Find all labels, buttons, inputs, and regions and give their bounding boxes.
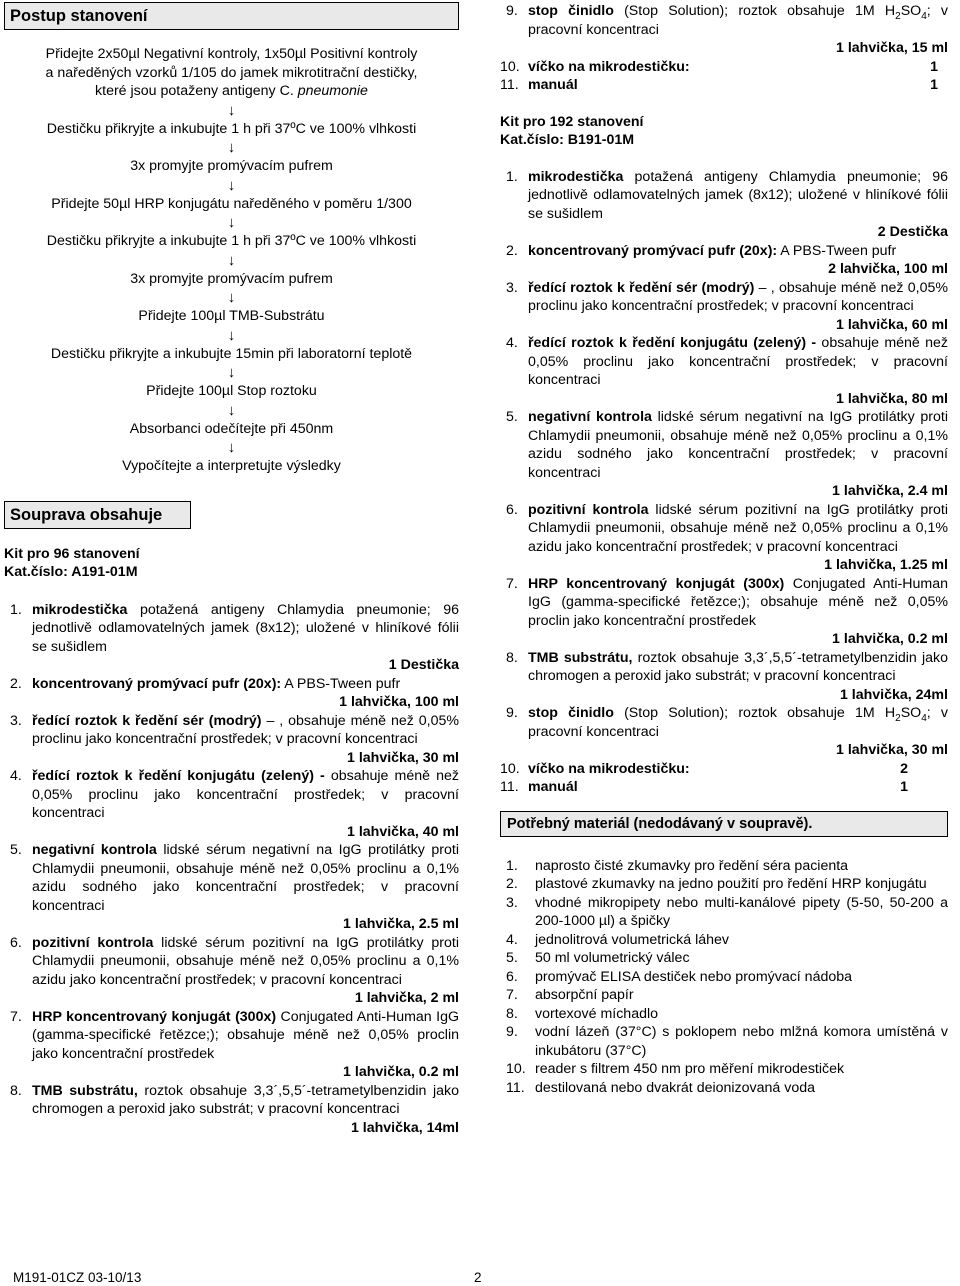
list-item: 1. mikrodestička potažená antigeny Chlamydia pneumonie; 96 jednotlivě odlamovatelných jamek (8x12); uložené v hliníkové fólii se sušidlem bbox=[10, 601, 459, 655]
list-item: 3. vhodné mikropipety nebo multi-kanálové pipety (5-50, 50-200 a 200-1000 µl) a špičky bbox=[506, 894, 948, 929]
procedure-step: Přidejte 100µl TMB-Substrátu bbox=[138, 308, 325, 324]
document-code: M191-01CZ 03-10/13 bbox=[13, 1270, 142, 1285]
list-item: 6. pozitivní kontrola lidské sérum pozitivní na IgG protilátky proti Chlamydii pneumonii, obsahuje méně než 0,05% proclinu a 0,1% azidu jako koncentrační prostředek; v pracovní koncentraci bbox=[10, 934, 459, 988]
list-item: 2. koncentrovaný promývací pufr (20x): A PBS-Tween pufr bbox=[506, 242, 897, 259]
kit-item-list bbox=[4, 601, 459, 1138]
list-item: 2. koncentrovaný promývací pufr (20x): A PBS-Tween pufr bbox=[10, 675, 401, 692]
list-item: 3. ředící roztok k ředění sér (modrý) – , obsahuje méně než 0,05% proclinu jako koncentrační prostředek; v pracovní koncentraci bbox=[506, 279, 948, 314]
list-item: 9. stop činidlo (Stop Solution); roztok obsahuje 1M $H_2SO_4$; v pracovní koncentraci bbox=[506, 3, 948, 38]
list-item: 9. vodní lázeň (37°C) s poklopem nebo mlžná komora umístěná v inkubátoru (37°C) bbox=[506, 1024, 948, 1059]
item-quantity: 1 lahvička, 100 ml bbox=[339, 694, 459, 710]
down-arrow-icon: ↓ bbox=[227, 176, 236, 194]
section-heading-procedure: Postup stanovení bbox=[4, 2, 459, 30]
intro-line: které jsou potaženy antigeny C. pneumonie bbox=[95, 83, 368, 99]
list-item: 1. mikrodestička potažená antigeny Chlamydia pneumonie; 96 jednotlivě odlamovatelných jamek (8x12); uložené v hliníkové fólii se sušidlem bbox=[506, 168, 948, 222]
list-item: 10. víčko na mikrodestičku: 2 bbox=[500, 760, 908, 777]
list-item: 11. manuál 1 bbox=[500, 77, 938, 93]
item-quantity: 1 lahvička, 40 ml bbox=[347, 823, 459, 840]
kit-catalog-number: Kat.číslo: B191-01M bbox=[500, 132, 635, 148]
procedure-step: Přidejte 100µl Stop roztoku bbox=[146, 383, 317, 399]
procedure-step: Destičku přikryjte a inkubujte 1 h při 37ºC ve 100% vlhkosti bbox=[46, 233, 417, 249]
down-arrow-icon: ↓ bbox=[227, 439, 236, 456]
list-item: 7. HRP koncentrovaný konjugát (300x) Conjugated Anti-Human IgG (gamma-specifické řetězce;); obsahuje méně než 0,05% proclin jako koncentrační prostředek bbox=[10, 1008, 459, 1062]
item-quantity: 1 lahvička, 2.5 ml bbox=[343, 916, 459, 932]
materials-list bbox=[500, 857, 948, 1098]
list-item: 10. víčko na mikrodestičku: 1 bbox=[500, 58, 938, 75]
intro-line: a naředěných vzorků 1/105 do jamek mikrotitrační destičky, bbox=[45, 64, 418, 81]
right-column bbox=[500, 0, 948, 1097]
item-quantity: 1 lahvička, 0.2 ml bbox=[343, 1064, 459, 1080]
list-item: 3. ředící roztok k ředění sér (modrý) – , obsahuje méně než 0,05% proclinu jako koncentrační prostředek; v pracovní koncentraci bbox=[10, 712, 459, 747]
list-item: 11. destilovaná nebo dvakrát deionizovaná voda bbox=[506, 1079, 816, 1096]
list-item: 4. ředící roztok k ředění konjugátu (zelený) - obsahuje méně než 0,05% proclinu jako koncentrační prostředek; v pracovní koncentraci bbox=[506, 335, 949, 388]
list-item: 5. negativní kontrola lidské sérum negativní na IgG protilátky proti Chlamydii pneumonii, obsahuje méně než 0,05% proclinu a 0,1% azidu sodného jako koncentrační prostředek; v pracovní koncentraci bbox=[506, 409, 949, 481]
item-quantity: 1 lahvička, 2 ml bbox=[354, 990, 459, 1006]
item-quantity: 1 lahvička, 2.4 ml bbox=[832, 483, 948, 499]
list-item: 4. ředící roztok k ředění konjugátu (zelený) - obsahuje méně než 0,05% proclinu jako koncentrační prostředek; v pracovní koncentraci bbox=[10, 768, 459, 821]
list-item: 6. pozitivní kontrola lidské sérum pozitivní na IgG protilátky proti Chlamydii pneumonii, obsahuje méně než 0,05% proclinu a 0,1% azidu jako koncentrační prostředek; v pracovní koncentraci bbox=[506, 501, 948, 555]
kit-title: Kit pro 192 stanovení bbox=[500, 113, 644, 130]
list-item: 5. negativní kontrola lidské sérum negativní na IgG protilátky proti Chlamydii pneumonii, obsahuje méně než 0,05% proclinu a 0,1% azidu sodného jako koncentrační prostředek; v pracovní koncentraci bbox=[10, 842, 460, 914]
list-item: 8. TMB substrátu, roztok obsahuje 3,3´,5,5´-tetrametylbenzidin jako chromogen a peroxid jako substrát; v pracovní koncentraci bbox=[10, 1082, 459, 1117]
list-item: 1. naprosto čisté zkumavky pro ředění séra pacienta bbox=[506, 857, 849, 874]
species-name: pneumonie bbox=[297, 83, 368, 99]
item-quantity: 1 lahvička, 24ml bbox=[839, 686, 948, 703]
down-arrow-icon: ↓ bbox=[227, 214, 236, 231]
section-heading-required-materials: Potřebný materiál (nedodávaný v soupravě). bbox=[500, 811, 948, 837]
list-item: 7. absorpční papír bbox=[506, 987, 634, 1003]
list-item: 8. TMB substrátu, roztok obsahuje 3,3´,5,5´-tetrametylbenzidin jako chromogen a peroxid jako substrát; v pracovní koncentraci bbox=[506, 649, 948, 684]
list-item: 10. reader s filtrem 450 nm pro měření mikrodestiček bbox=[506, 1061, 845, 1077]
down-arrow-icon: ↓ bbox=[227, 364, 236, 381]
list-item: 8. vortexové míchadlo bbox=[506, 1005, 659, 1022]
item-quantity: 1 lahvička, 30 ml bbox=[836, 742, 948, 758]
down-arrow-icon: ↓ bbox=[227, 326, 236, 344]
item-quantity: 2 Destička bbox=[877, 224, 948, 240]
procedure-intro bbox=[8, 45, 455, 101]
item-quantity: 1 lahvička, 80 ml bbox=[836, 390, 948, 407]
procedure-step: 3x promyjte promývacím pufrem bbox=[130, 158, 333, 174]
down-arrow-icon: ↓ bbox=[227, 401, 236, 419]
list-item: 2. plastové zkumavky na jedno použití pro ředění HRP konjugátu bbox=[506, 876, 927, 892]
procedure-step: Absorbanci odečítejte při 450nm bbox=[129, 420, 334, 437]
list-item: 7. HRP koncentrovaný konjugát (300x) Conjugated Anti-Human IgG (gamma-specifické řetězce;); obsahuje méně než 0,05% proclin jako koncentrační prostředek bbox=[506, 575, 948, 629]
kit-catalog-number: Kat.číslo: A191-01M bbox=[4, 564, 138, 580]
list-item: 4. jednolitrová volumetrická láhev bbox=[506, 931, 729, 948]
procedure-step: Vypočítejte a interpretujte výsledky bbox=[122, 458, 341, 474]
list-item: 11. manuál 1 bbox=[500, 779, 908, 795]
list-item: 9. stop činidlo (Stop Solution); roztok obsahuje 1M $H_2SO_4$; v pracovní koncentraci bbox=[506, 705, 948, 740]
item-quantity: 1 lahvička, 30 ml bbox=[347, 749, 459, 766]
kit-item-list bbox=[500, 168, 948, 705]
item-quantity: 1 Destička bbox=[388, 657, 459, 673]
item-quantity: 1 lahvička, 14ml bbox=[350, 1119, 459, 1136]
kit-title: Kit pro 96 stanovení bbox=[4, 545, 140, 562]
procedure-step: Destičku přikryjte a inkubujte 1 h při 37ºC ve 100% vlhkosti bbox=[46, 120, 417, 137]
section-heading-kit-contents: Souprava obsahuje bbox=[4, 501, 191, 529]
procedure-step: Přidejte 50µl HRP konjugátu naředěného v poměru 1/300 bbox=[51, 195, 412, 212]
item-quantity: 1 lahvička, 15 ml bbox=[836, 40, 948, 56]
list-item: 5. 50 ml volumetrický válec bbox=[506, 950, 690, 966]
down-arrow-icon: ↓ bbox=[227, 289, 236, 306]
item-quantity: 1 lahvička, 1.25 ml bbox=[824, 557, 948, 573]
item-quantity: 2 lahvička, 100 ml bbox=[828, 261, 948, 277]
down-arrow-icon: ↓ bbox=[227, 251, 236, 269]
procedure-flow bbox=[4, 101, 459, 476]
item-quantity: 1 lahvička, 60 ml bbox=[836, 316, 948, 333]
intro-line: Přidejte 2x50µl Negativní kontroly, 1x50µl Positivní kontroly bbox=[45, 46, 418, 62]
list-item: 6. promývač ELISA destiček nebo promývací nádoba bbox=[506, 968, 853, 985]
item-quantity: 1 lahvička, 0.2 ml bbox=[832, 631, 948, 647]
left-column bbox=[4, 0, 459, 1137]
down-arrow-icon: ↓ bbox=[227, 139, 236, 156]
down-arrow-icon: ↓ bbox=[227, 101, 236, 119]
procedure-step: 3x promyjte promývacím pufrem bbox=[130, 270, 333, 287]
procedure-step: Destičku přikryjte a inkubujte 15min při laboratorní teplotě bbox=[50, 345, 413, 362]
page-number: 2 bbox=[474, 1270, 482, 1285]
